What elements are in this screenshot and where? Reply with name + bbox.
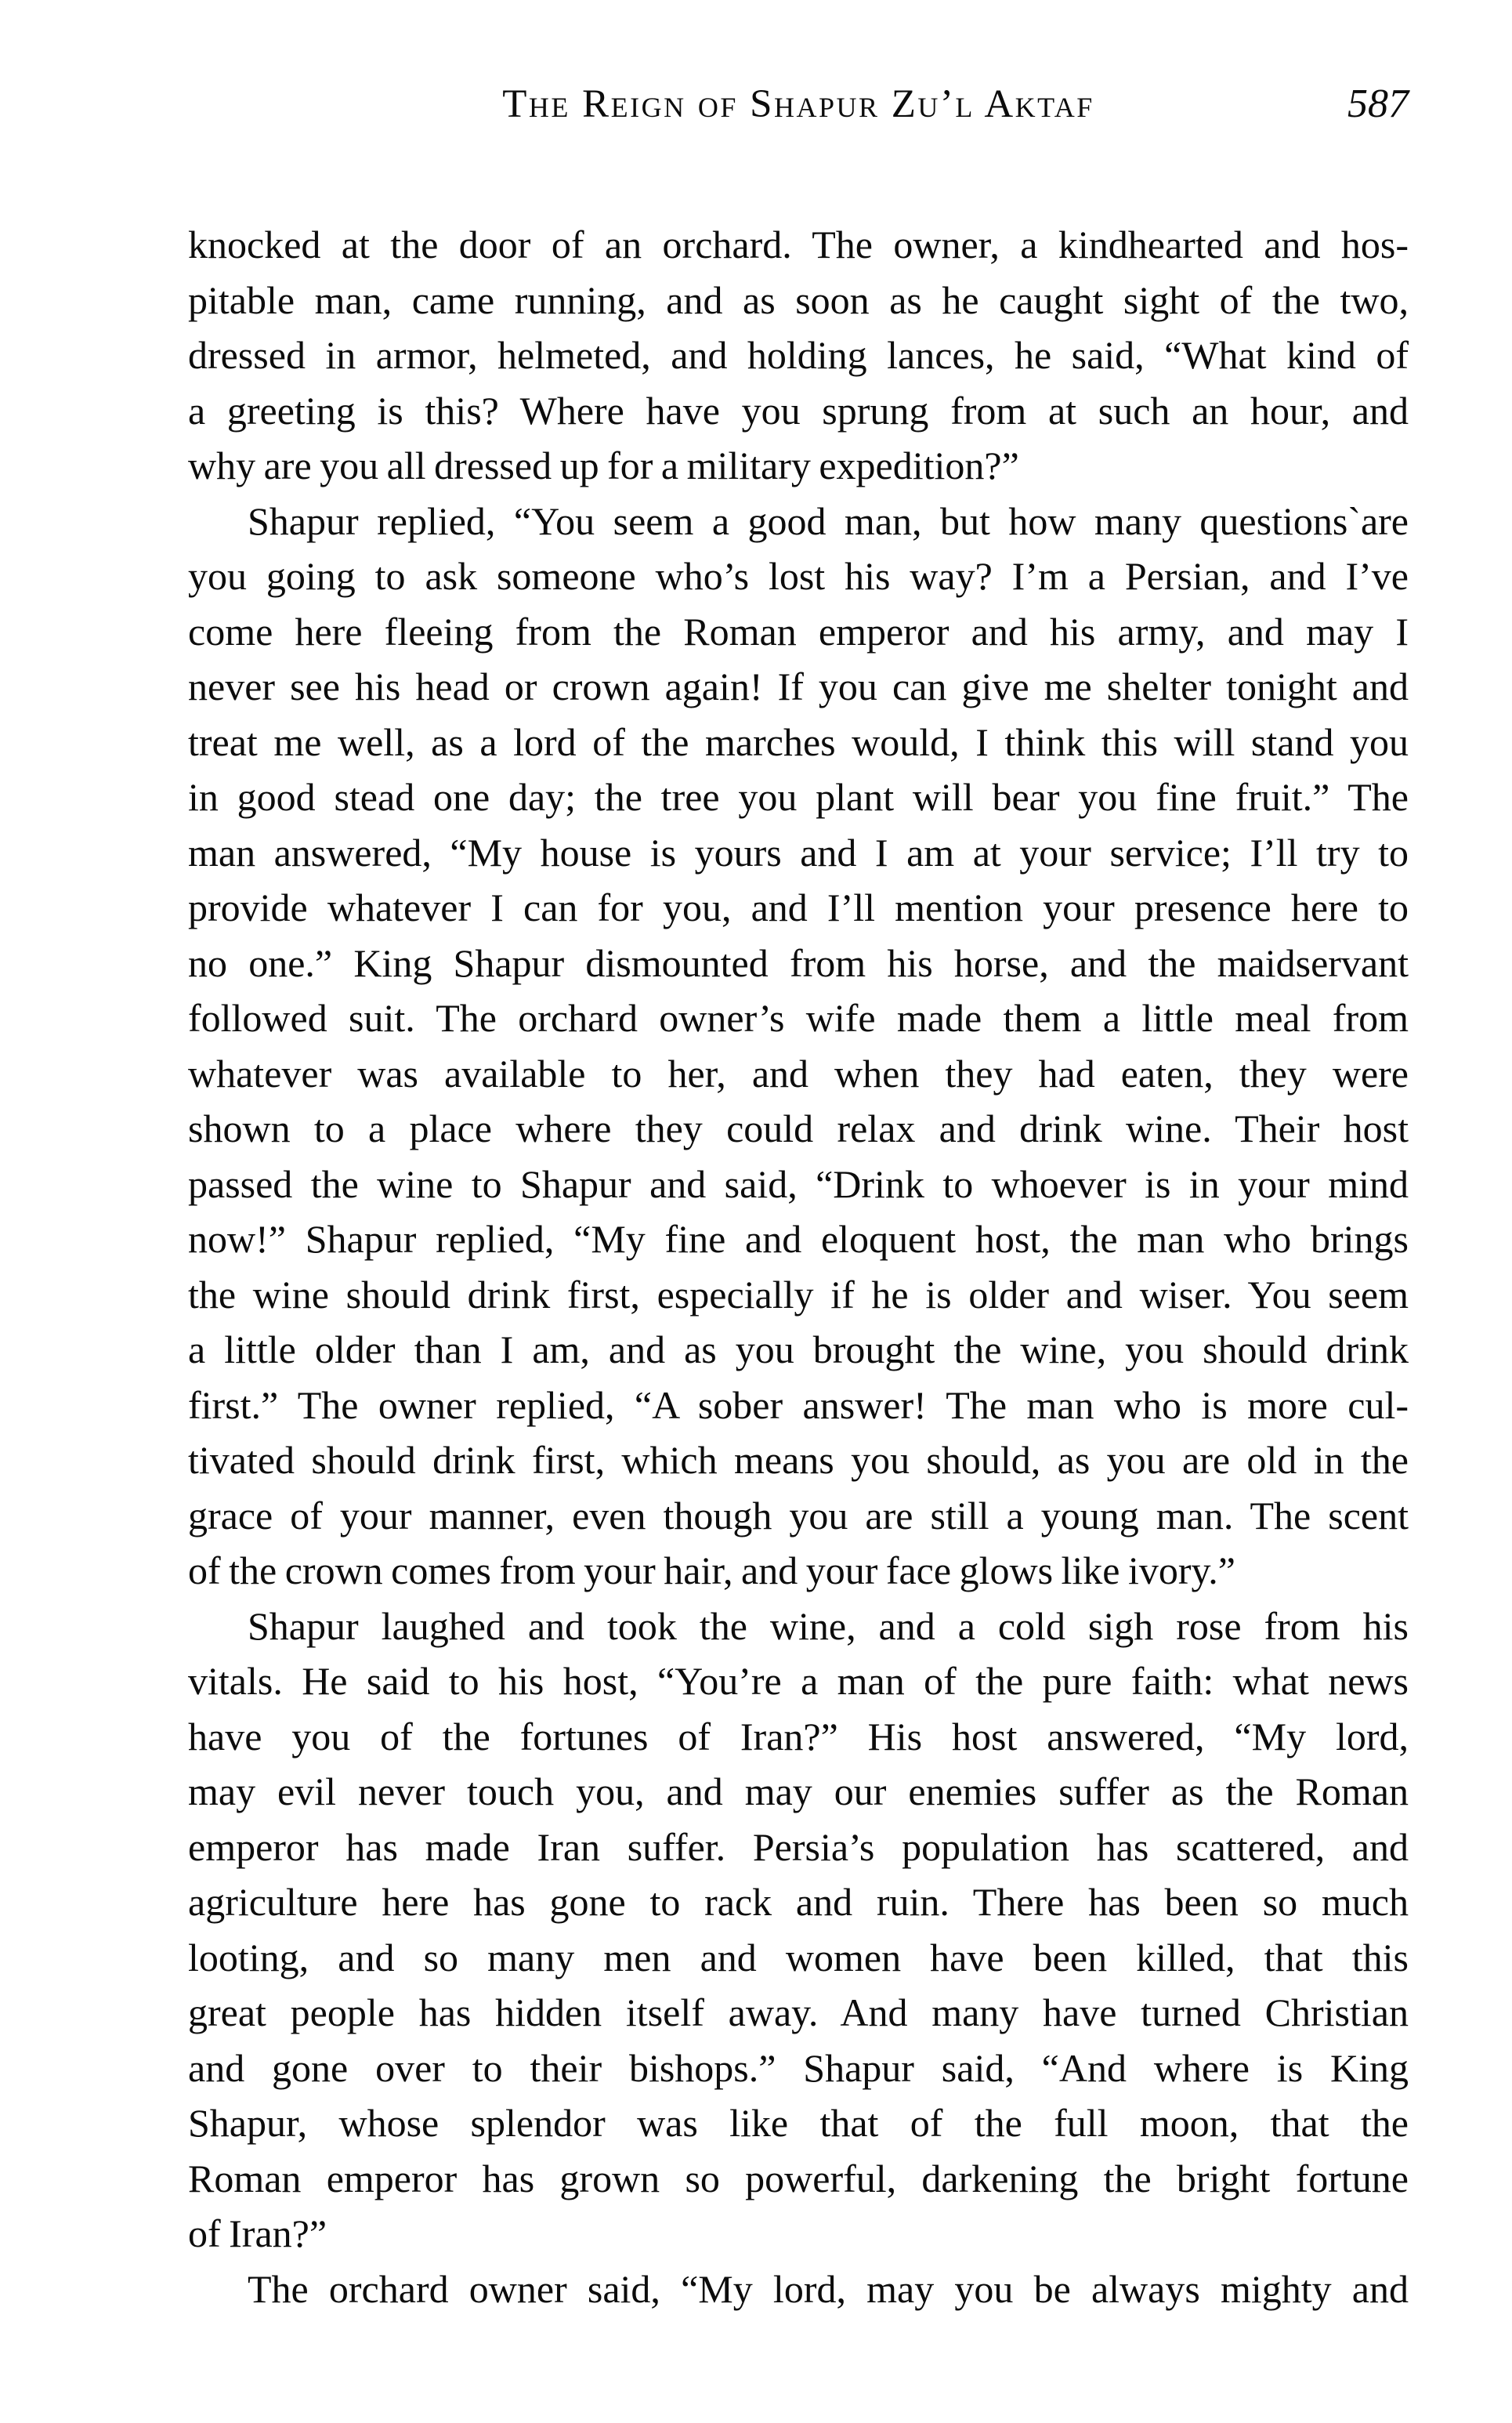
text-line: no one.” King Shapur dismounted from his horse, and the maidservant	[188, 940, 1409, 985]
text-line: shown to a place where they could relax and drink wine. Their host	[188, 1106, 1409, 1150]
text-line: you going to ask someone who’s lost his way? I’m a Persian, and I’ve	[188, 554, 1409, 598]
text-line: Shapur replied, “You seem a good man, but how many questions`are	[248, 498, 1409, 543]
text-line: the wine should drink first, especially if he is older and wiser. You seem	[188, 1272, 1409, 1317]
text-line: tivated should drink first, which means you should, as you are old in the	[188, 1438, 1409, 1482]
text-line: of the crown comes from your hair, and your face glows like ivory.”	[188, 1548, 1235, 1592]
text-line: Shapur, whose splendor was like that of the full moon, that the	[188, 2101, 1409, 2145]
text-line: may evil never touch you, and may our enemies suffer as the Roman	[188, 1769, 1409, 1813]
text-line: whatever was available to her, and when they had eaten, they were	[188, 1051, 1409, 1096]
text-line: man answered, “My house is yours and I am at your service; I’ll try to	[188, 830, 1409, 875]
body-text	[188, 217, 1409, 2316]
page-header	[188, 81, 1409, 128]
text-line: looting, and so many men and women have been killed, that this	[188, 1935, 1409, 1979]
text-line: in good stead one day; the tree you plant will bear you fine fruit.” The	[188, 775, 1409, 819]
page-number: 587	[1347, 81, 1409, 126]
text-line: pitable man, came running, and as soon as he caught sight of the two,	[188, 277, 1409, 322]
text-line: knocked at the door of an orchard. The owner, a kindhearted and hos-	[188, 223, 1409, 266]
text-line: Roman emperor has grown so powerful, darkening the bright fortune	[188, 2156, 1409, 2200]
text-line: passed the wine to Shapur and said, “Drink to whoever is in your mind	[188, 1161, 1409, 1206]
text-line: treat me well, as a lord of the marches would, I think this will stand you	[188, 719, 1409, 764]
text-line: never see his head or crown again! If you can give me shelter tonight and	[188, 665, 1409, 708]
text-line: emperor has made Iran suffer. Persia’s population has scattered, and	[188, 1824, 1409, 1869]
text-line: of Iran?”	[188, 2211, 327, 2255]
text-line: grace of your manner, even though you are still a young man. The scent	[188, 1493, 1409, 1537]
text-line: great people has hidden itself away. And many have turned Christian	[188, 1990, 1409, 2034]
text-line: and gone over to their bishops.” Shapur said, “And where is King	[188, 2045, 1409, 2090]
text-line: followed suit. The orchard owner’s wife made them a little meal from	[188, 996, 1409, 1040]
text-line: have you of the fortunes of Iran?” His host answered, “My lord,	[188, 1714, 1409, 1758]
text-line: why are you all dressed up for a military expedition?”	[188, 444, 1019, 487]
text-line: agriculture here has gone to rack and ruin. There has been so much	[188, 1880, 1409, 1924]
text-line: a little older than I am, and as you brought the wine, you should drink	[188, 1327, 1409, 1371]
text-line: Shapur laughed and took the wine, and a cold sigh rose from his	[248, 1603, 1409, 1648]
text-line: vitals. He said to his host, “You’re a man of the pure faith: what news	[188, 1659, 1409, 1703]
text-line: now!” Shapur replied, “My fine and eloquent host, the man who brings	[188, 1217, 1409, 1261]
text-line: a greeting is this? Where have you sprung from at such an hour, and	[188, 388, 1409, 433]
text-line: dressed in armor, helmeted, and holding lances, he said, “What kind of	[188, 333, 1409, 377]
text-line: The orchard owner said, “My lord, may you be always mighty and	[248, 2266, 1409, 2311]
text-line: first.” The owner replied, “A sober answer! The man who is more cul-	[188, 1382, 1409, 1427]
text-line: provide whatever I can for you, and I’ll mention your presence here to	[188, 886, 1409, 929]
chapter-running-title: The Reign of Shapur Zu’l Aktaf	[502, 82, 1094, 126]
text-line: come here fleeing from the Roman emperor and his army, and may I	[188, 609, 1409, 654]
